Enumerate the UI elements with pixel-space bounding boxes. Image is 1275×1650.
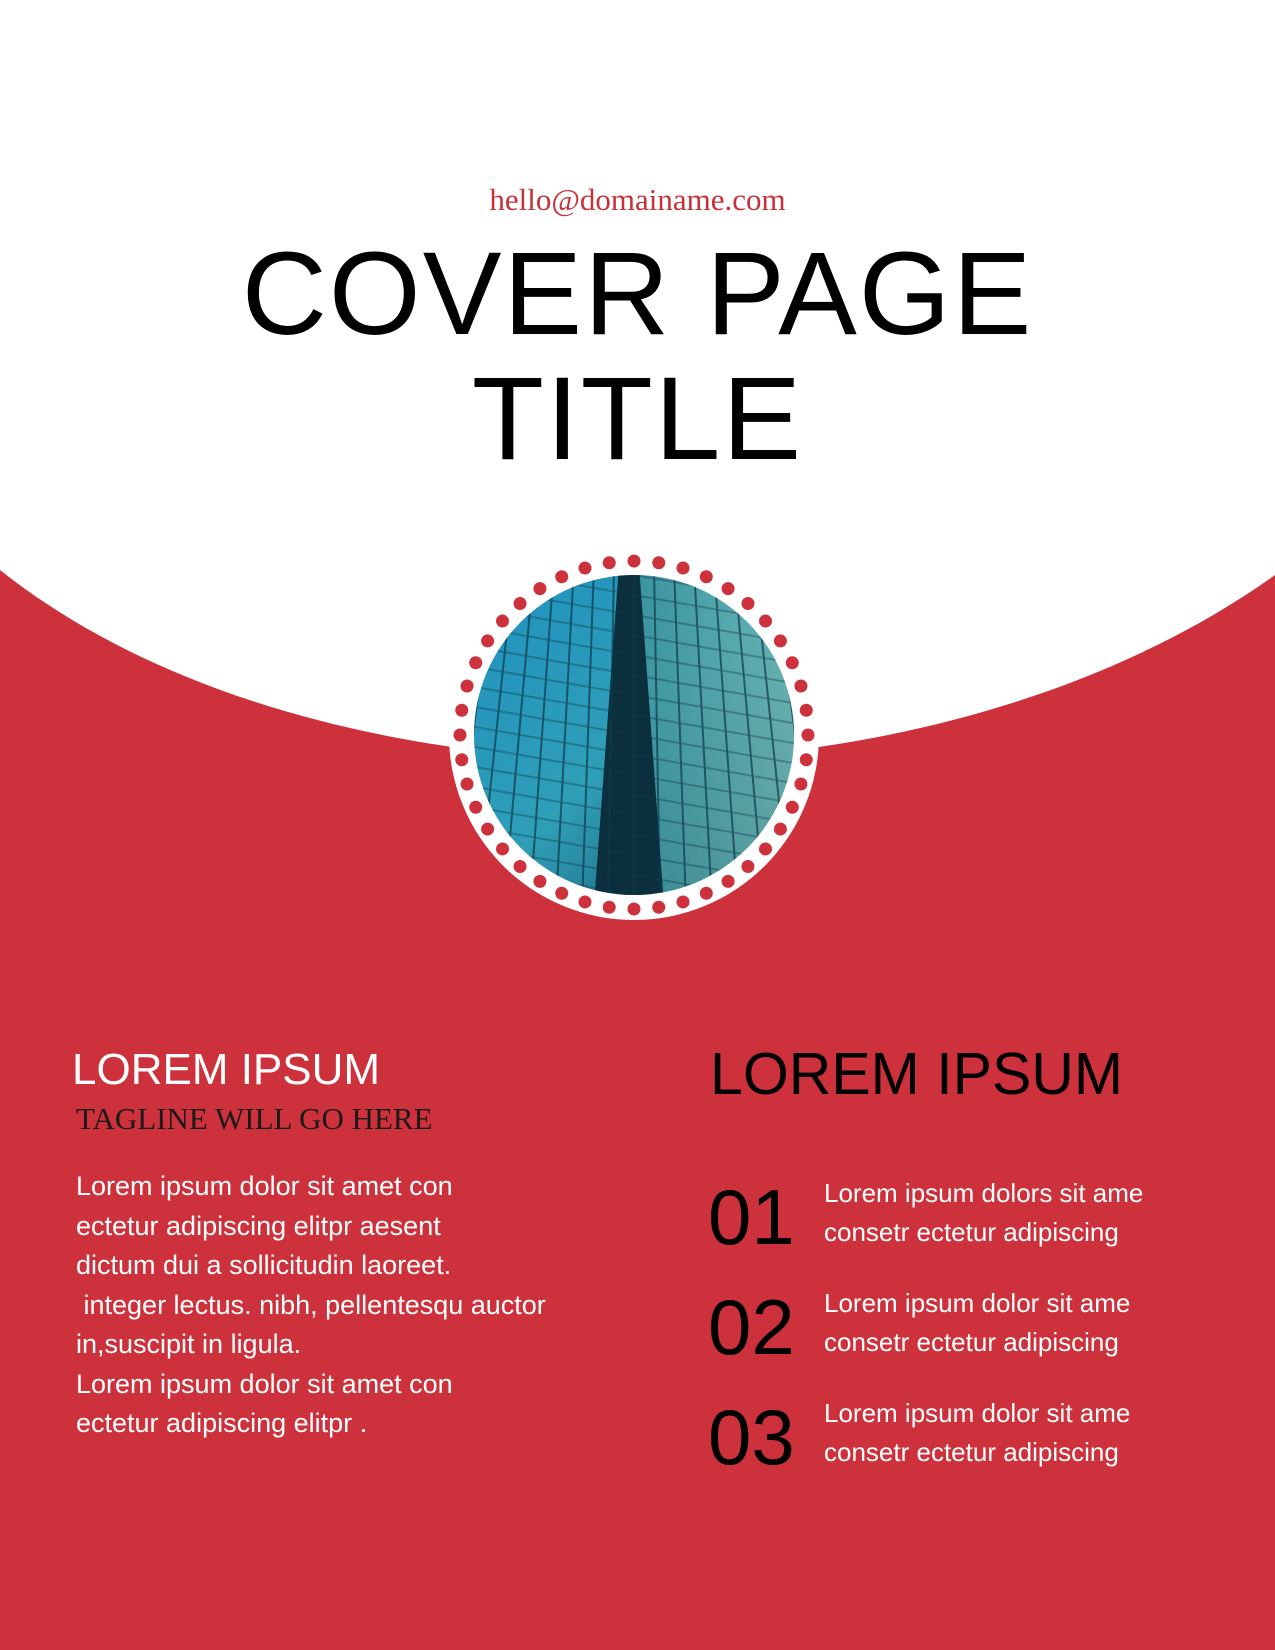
contact-email[interactable]: hello@domainame.com: [489, 182, 786, 217]
border-dot: [800, 704, 813, 717]
border-dot: [774, 823, 787, 836]
border-dot: [700, 570, 713, 583]
list-item: [708, 1172, 1228, 1262]
item-text-line: consetr ectetur adipiscing: [824, 1217, 1119, 1247]
paragraph-line: ectetur adipiscing elitpr .: [76, 1408, 368, 1438]
border-dot: [514, 860, 527, 873]
border-dot: [794, 679, 807, 692]
item-number: 03: [708, 1393, 795, 1481]
title-line-1: COVER PAGE: [241, 228, 1034, 360]
item-text: [824, 1174, 1143, 1252]
title-line-2: TITLE: [471, 353, 804, 485]
item-number: 01: [708, 1173, 795, 1261]
building-photo-icon: [444, 545, 824, 925]
border-dot: [555, 887, 568, 900]
border-dot: [759, 842, 772, 855]
border-dot: [794, 778, 807, 791]
paragraph-line: dictum dui a sollicitudin laoreet.: [76, 1250, 452, 1280]
border-dot: [759, 615, 772, 628]
border-dot: [800, 753, 813, 766]
border-dot: [496, 842, 509, 855]
border-dot: [555, 570, 568, 583]
border-dot: [533, 582, 546, 595]
right-section-heading: LOREM IPSUM: [710, 1041, 1124, 1107]
border-dot: [603, 901, 616, 914]
paragraph-line: in,suscipit in ligula.: [76, 1329, 302, 1359]
border-dot: [652, 901, 665, 914]
item-text: [824, 1394, 1130, 1472]
border-dot: [802, 729, 815, 742]
list-item: [708, 1282, 1228, 1372]
item-text: [824, 1284, 1130, 1362]
border-dot: [578, 562, 591, 575]
border-dot: [461, 679, 474, 692]
border-dot: [481, 823, 494, 836]
border-dot: [578, 895, 591, 908]
paragraph-line: integer lectus. nibh, pellentesqu auctor: [76, 1289, 546, 1320]
item-text-line: consetr ectetur adipiscing: [824, 1327, 1119, 1357]
tagline: TAGLINE WILL GO HERE: [76, 1101, 433, 1136]
list-item: [708, 1392, 1228, 1482]
paragraph-line: Lorem ipsum dolor sit amet con: [76, 1368, 453, 1399]
border-dot: [455, 704, 468, 717]
border-dot: [786, 656, 799, 669]
building-photo: [444, 545, 824, 925]
page-title: [0, 228, 1275, 485]
border-dot: [461, 778, 474, 791]
border-dot: [722, 582, 735, 595]
item-text-line: Lorem ipsum dolor sit ame: [824, 1398, 1131, 1428]
border-dot: [514, 597, 527, 610]
item-text-line: Lorem ipsum dolor sit ame: [824, 1288, 1131, 1318]
border-dot: [677, 562, 690, 575]
border-dot: [469, 656, 482, 669]
item-number: 02: [708, 1283, 795, 1371]
border-dot: [533, 875, 546, 888]
border-dot: [628, 555, 641, 568]
border-dot: [496, 615, 509, 628]
border-dot: [700, 887, 713, 900]
border-dot: [455, 753, 468, 766]
item-text-line: Lorem ipsum dolors sit ame: [824, 1178, 1144, 1208]
border-dot: [741, 597, 754, 610]
border-dot: [481, 634, 494, 647]
border-dot: [454, 729, 467, 742]
border-dot: [741, 860, 754, 873]
border-dot: [652, 556, 665, 569]
paragraph-line: Lorem ipsum dolor sit amet con: [76, 1171, 453, 1201]
item-text-line: consetr ectetur adipiscing: [824, 1437, 1119, 1467]
border-dot: [628, 903, 641, 916]
border-dot: [774, 634, 787, 647]
border-dot: [603, 556, 616, 569]
left-section-heading: LOREM IPSUM: [72, 1045, 381, 1094]
border-dot: [722, 875, 735, 888]
border-dot: [469, 801, 482, 814]
paragraph-line: ectetur adipiscing elitpr aesent: [76, 1210, 441, 1241]
left-paragraph: [76, 1167, 636, 1444]
border-dot: [786, 801, 799, 814]
border-dot: [677, 895, 690, 908]
